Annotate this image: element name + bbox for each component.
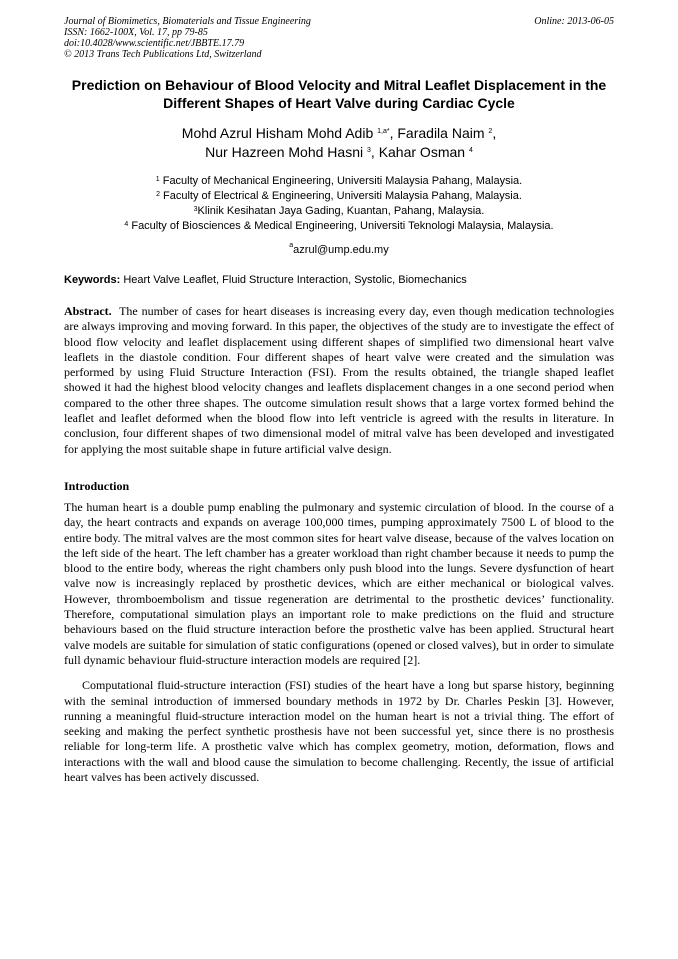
affiliation-item — [64, 189, 614, 204]
keywords — [64, 274, 614, 286]
affiliation-item — [64, 204, 614, 219]
keywords-label: Keywords: — [64, 274, 121, 286]
online-date: Online: 2013-06-05 — [534, 16, 614, 27]
affiliation-superscript: 4 — [124, 221, 129, 228]
author-superscript: 3 — [367, 147, 371, 154]
paper-title: Prediction on Behaviour of Blood Velocity and Mitral Leaflet Displacement in the Different Shapes of Heart Valve during Cardiac Cycle — [71, 77, 607, 111]
affiliation-text: Faculty of Mechanical Engineering, Universiti Malaysia Pahang, Malaysia. — [162, 175, 523, 187]
keywords-text: Heart Valve Leaflet, Fluid Structure Interaction, Systolic, Biomechanics — [123, 274, 467, 286]
affiliation-item — [64, 174, 614, 189]
author-superscript: 1,a* — [377, 128, 390, 135]
author-superscript: 2 — [488, 128, 493, 135]
affiliation-superscript: 3 — [193, 206, 198, 213]
doi: doi:10.4028/www.scientific.net/JBBTE.17.79 — [64, 38, 245, 49]
author-separator: , — [389, 125, 398, 141]
author-name: Kahar Osman — [378, 144, 466, 160]
journal-name: Journal of Biomimetics, Biomaterials and Tissue Engineering — [64, 16, 311, 27]
introduction-paragraph-1: The human heart is a double pump enabling the pulmonary and systemic circulation of blood. In the course of a day, the heart contracts and expands on average 100,000 times, pumping approximately 7500 L of blood to the entire body. The mitral valves are the most common sites for heart valve disease, because of the valves location on the left side of the heart. The left chamber has a greater workload than right chamber because it needs to pump the blood to the entire body, whereas the right chambers only push blood into the lungs. Severe dysfunction of heart valve now is increasingly replaced by prosthetic devices, which are either mechanical or biological valves. However, thromboembolism and tissue regeneration are detrimental to the prosthetic devices’ functionality. Therefore, computational simulation plays an important role to make predictions on the fluid and structure behaviours based on the fluid structure interaction before the prosthetic valve has been applied. Structural heart valve models are suitable for simulation of static configurations (opened or closed valves), but in order to simulate full dynamic behaviour fluid-structure interaction models are required [2]. — [64, 499, 614, 667]
author-name: Nur Hazreen Mohd Hasni — [205, 144, 364, 160]
affiliation-superscript: 2 — [156, 191, 160, 198]
author-name: Faradila Naim — [397, 125, 485, 141]
email-text: azrul@ump.edu.my — [293, 244, 389, 256]
journal-header — [64, 16, 614, 60]
author-separator: , — [492, 125, 497, 141]
author-superscript: 4 — [468, 147, 473, 154]
introduction-paragraph-2: Computational fluid-structure interaction (FSI) studies of the heart have a long but sparse history, beginning with the seminal introduction of immersed boundary methods in 1972 by Dr. Charles Peskin [3]. However, running a meaningful fluid-structure interaction model on the human heart is not a trivial thing. The effort of seeking and making the perfect synthetic prosthesis have not been successful yet, since there is no prosthesis reliable for long-term life. A prosthetic valve which has complex geometry, motion, deformation, flows and interactions with the wall and blood cause the simulation to become challenging. Recently, the issue of artificial heart valves has been actively discussed. — [64, 678, 614, 785]
author-separator: , — [370, 144, 379, 160]
contact-email — [64, 244, 614, 256]
abstract — [64, 304, 614, 457]
email-superscript: a — [289, 242, 294, 249]
paper-page — [64, 16, 614, 785]
issn: ISSN: 1662-100X, Vol. 17, pp 79-85 — [64, 27, 208, 38]
affiliation-list — [64, 174, 614, 234]
affiliation-text: Faculty of Biosciences & Medical Engineering, Universiti Teknologi Malaysia, Malaysia. — [131, 220, 554, 232]
affiliation-text: Klinik Kesihatan Jaya Gading, Kuantan, Pahang, Malaysia. — [197, 205, 485, 217]
affiliation-item — [64, 219, 614, 234]
abstract-text: The number of cases for heart diseases is increasing every day, even though medication technologies are always improving and moving forward. In this paper, the objectives of the study are to investigate the effect of blood flow velocity and leaflet displacement using different shapes of simplified two dimensional heart valve leaflets in the diastole condition. Four different shapes of heart valve were created and the simulation was performed by using Fluid Structure Interaction (FSI). From the results obtained, the triangle shaped leaflet showed it had the highest blood velocity changes and leaflets displacement changes in a one second period when compared to the other three shapes. The outcome simulation result shows that a large vortex formed behind the leaflet and leaflet deformed when the blood flow into left ventricle is agreed with the results in literature. In conclusion, four different shapes of two dimensional model of mitral valve has been developed and investigated for applying the most suitable shape in future artificial valve design. — [64, 304, 614, 456]
author-name: Mohd Azrul Hisham Mohd Adib — [181, 125, 374, 141]
copyright: © 2013 Trans Tech Publications Ltd, Switzerland — [64, 49, 262, 60]
abstract-label: Abstract. — [64, 304, 112, 318]
author-list — [64, 124, 614, 162]
affiliation-superscript: 1 — [155, 176, 160, 183]
section-heading-introduction: Introduction — [64, 478, 130, 493]
affiliation-text: Faculty of Electrical & Engineering, Universiti Malaysia Pahang, Malaysia. — [163, 190, 522, 202]
